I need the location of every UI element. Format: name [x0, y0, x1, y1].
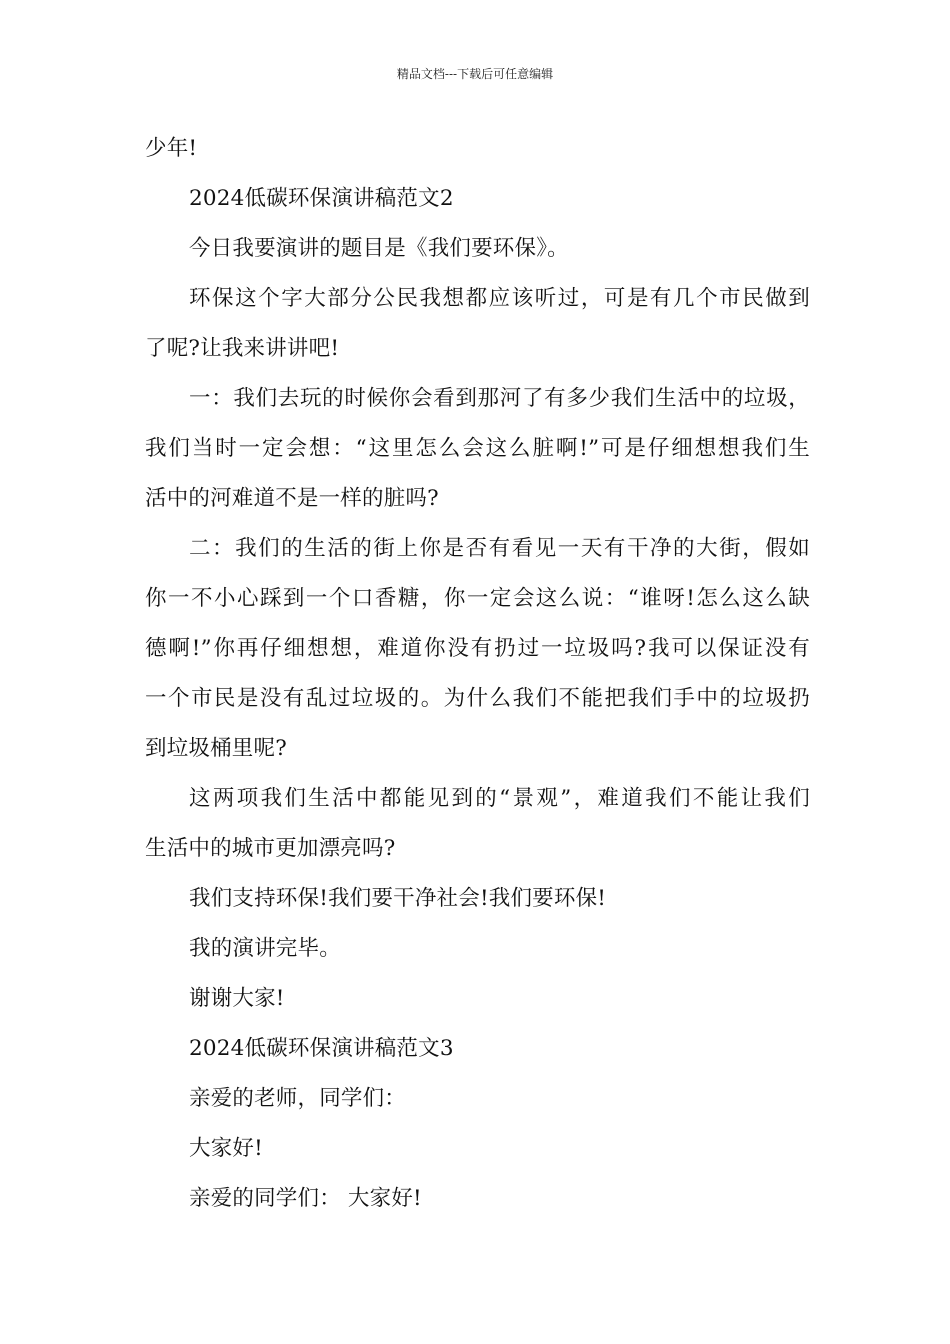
- text-line: [145, 1124, 810, 1174]
- text-line: [145, 624, 810, 674]
- text-line: [145, 874, 810, 924]
- line-text: 活中的河难道不是一样的脏吗?: [145, 486, 439, 511]
- line-text: 2024低碳环保演讲稿范文2: [189, 186, 454, 211]
- text-line: [145, 824, 810, 874]
- line-text: 亲爱的同学们： 大家好!: [189, 1186, 422, 1211]
- line-text: 少年!: [145, 136, 198, 161]
- text-line: [145, 174, 810, 224]
- document-body: [145, 124, 810, 1224]
- line-text: 我的演讲完毕。: [189, 936, 341, 961]
- text-line: [145, 124, 810, 174]
- text-line: [145, 374, 810, 424]
- line-text: 谢谢大家!: [189, 986, 285, 1011]
- text-line: [145, 1174, 810, 1224]
- line-text: 德啊!”你再仔细想想，难道你没有扔过一垃圾吗?我可以保证没有: [145, 636, 810, 661]
- line-text: 环保这个字大部分公民我想都应该听过，可是有几个市民做到: [189, 286, 810, 311]
- text-line: [145, 674, 810, 724]
- text-line: [145, 474, 810, 524]
- line-text: 二：我们的生活的街上你是否有看见一天有干净的大街，假如: [189, 536, 810, 561]
- line-text: 到垃圾桶里呢?: [145, 736, 287, 761]
- text-line: [145, 524, 810, 574]
- line-text: 大家好!: [189, 1136, 263, 1161]
- text-line: [145, 1024, 810, 1074]
- line-text: 2024低碳环保演讲稿范文3: [189, 1036, 454, 1061]
- line-text: 一：我们去玩的时候你会看到那河了有多少我们生活中的垃圾，: [189, 386, 810, 411]
- text-line: [145, 924, 810, 974]
- text-line: [145, 324, 810, 374]
- text-line: [145, 974, 810, 1024]
- text-line: [145, 1074, 810, 1124]
- text-line: [145, 224, 810, 274]
- text-line: [145, 424, 810, 474]
- line-text: 一个市民是没有乱过垃圾的。为什么我们不能把我们手中的垃圾扔: [145, 686, 810, 711]
- line-text: 亲爱的老师，同学们：: [189, 1086, 407, 1111]
- text-line: [145, 724, 810, 774]
- text-line: [145, 574, 810, 624]
- line-text: 这两项我们生活中都能见到的“景观”，难道我们不能让我们: [189, 786, 810, 811]
- line-text: 我们支持环保!我们要干净社会!我们要环保!: [189, 886, 607, 911]
- line-text: 你一不小心踩到一个口香糖，你一定会这么说：“谁呀!怎么这么缺: [145, 586, 810, 611]
- page-header: 精品文档---下载后可任意编辑: [396, 67, 554, 81]
- line-text: 今日我要演讲的题目是《我们要环保》。: [189, 236, 569, 261]
- line-text: 我们当时一定会想：“这里怎么会这么脏啊!”可是仔细想想我们生: [145, 436, 810, 461]
- text-line: [145, 274, 810, 324]
- text-line: [145, 774, 810, 824]
- line-text: 生活中的城市更加漂亮吗?: [145, 836, 396, 861]
- line-text: 了呢?让我来讲讲吧!: [145, 336, 340, 361]
